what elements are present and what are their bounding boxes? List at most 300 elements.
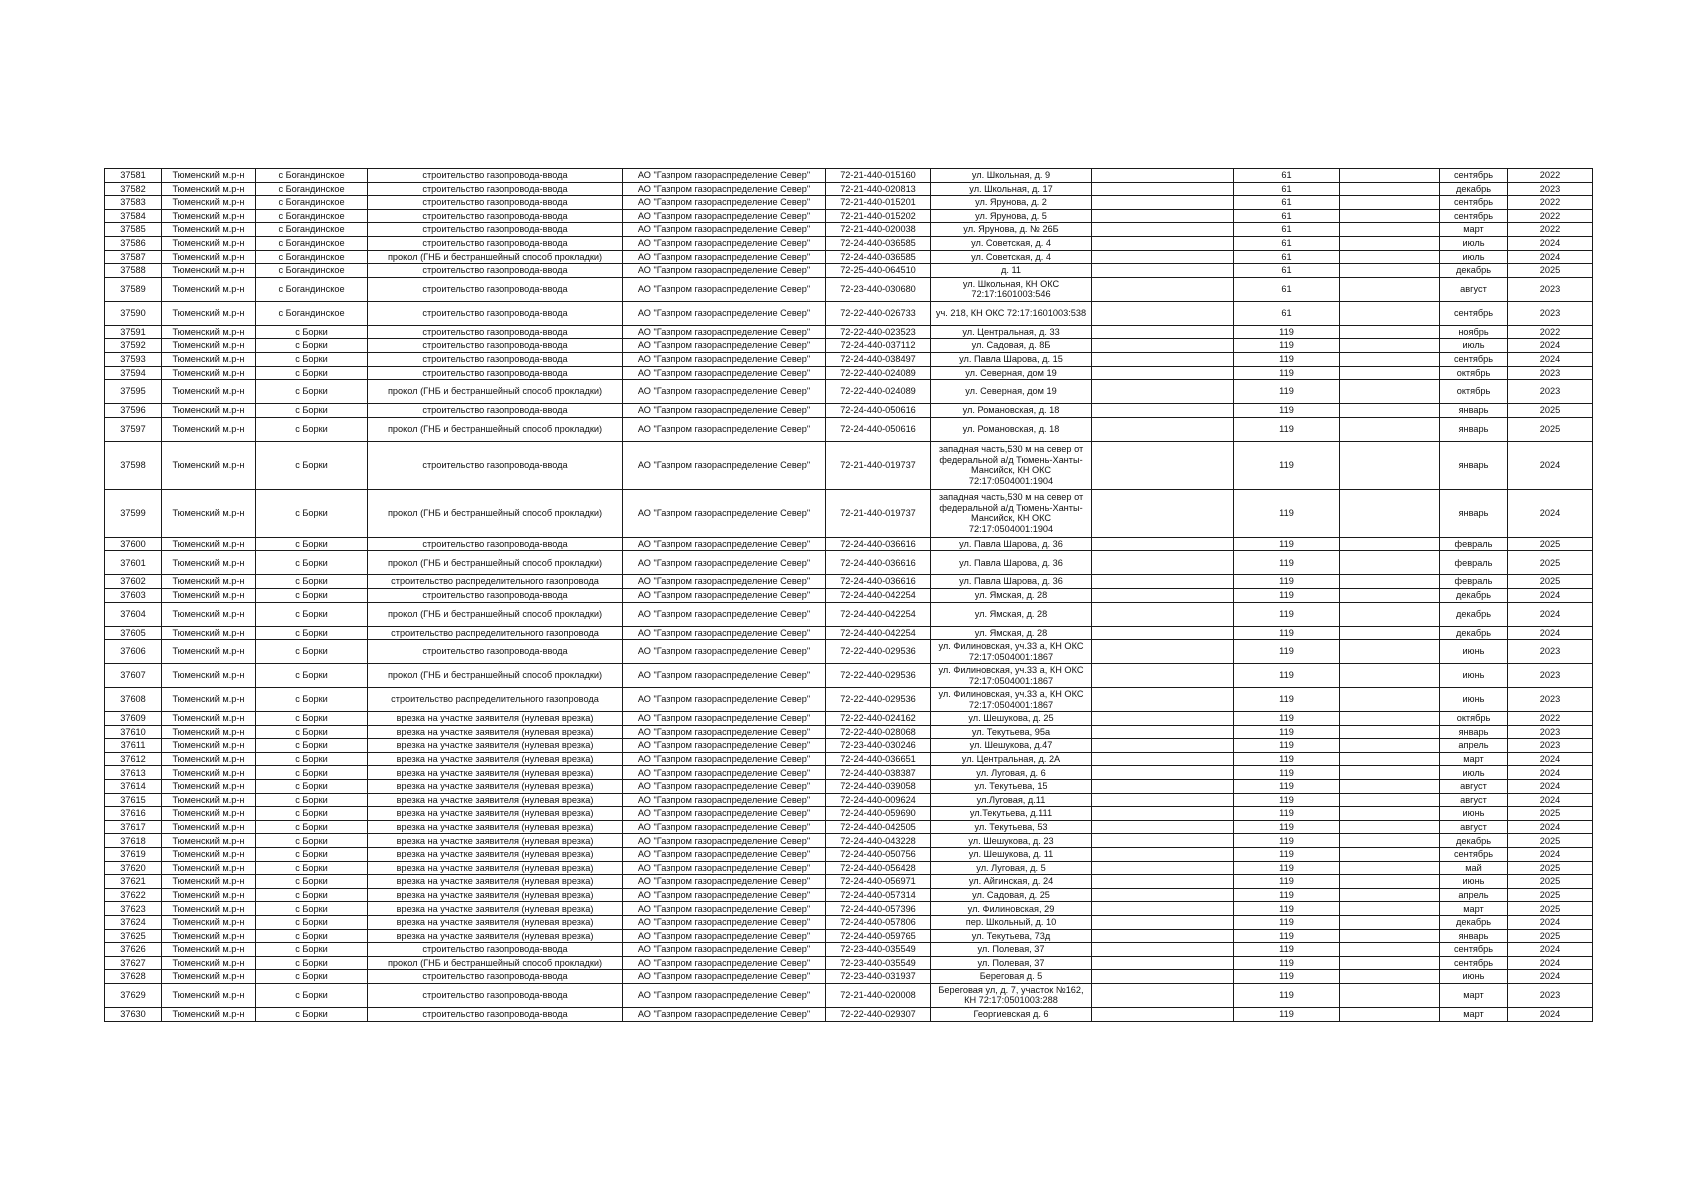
row-number-cell: 37604 [105,602,162,626]
empty-cell [1340,441,1440,489]
empty-cell [1092,807,1234,821]
settlement-cell: с Борки [256,551,368,575]
organization-cell: АО "Газпром газораспределение Север" [623,182,826,196]
settlement-cell: с Борки [256,752,368,766]
organization-cell: АО "Газпром газораспределение Север" [623,380,826,404]
empty-cell [1092,366,1234,380]
settlement-cell: с Борки [256,339,368,353]
district-cell: Тюменский м.р-н [162,752,256,766]
settlement-cell: с Борки [256,739,368,753]
table-row [105,848,1593,862]
work-type-cell: строительство газопровода-ввода [368,236,623,250]
year-cell: 2023 [1508,688,1593,712]
distance-cell: 119 [1234,575,1340,589]
district-cell: Тюменский м.р-н [162,537,256,551]
settlement-cell: с Борки [256,602,368,626]
address-cell: ул. Ярунова, д. 5 [931,209,1092,223]
district-cell: Тюменский м.р-н [162,264,256,278]
table-row [105,902,1593,916]
address-cell: ул. Садовая, д. 25 [931,888,1092,902]
year-cell: 2024 [1508,970,1593,984]
table-row [105,380,1593,404]
month-cell: июль [1440,236,1508,250]
contract-number-cell: 72-24-440-038387 [826,766,931,780]
data-table [104,168,1593,1022]
work-type-cell: строительство газопровода-ввода [368,223,623,237]
organization-cell: АО "Газпром газораспределение Север" [623,1007,826,1021]
row-number-cell: 37614 [105,780,162,794]
distance-cell: 119 [1234,404,1340,418]
district-cell: Тюменский м.р-н [162,301,256,325]
month-cell: январь [1440,441,1508,489]
organization-cell: АО "Газпром газораспределение Север" [623,916,826,930]
month-cell: сентябрь [1440,352,1508,366]
address-cell: ул. Луговая, д. 6 [931,766,1092,780]
empty-cell [1092,196,1234,210]
month-cell: апрель [1440,888,1508,902]
work-type-cell: врезка на участке заявителя (нулевая врезка) [368,752,623,766]
year-cell: 2023 [1508,983,1593,1007]
organization-cell: АО "Газпром газораспределение Север" [623,169,826,183]
organization-cell: АО "Газпром газораспределение Север" [623,766,826,780]
contract-number-cell: 72-24-440-056971 [826,875,931,889]
row-number-cell: 37582 [105,182,162,196]
row-number-cell: 37613 [105,766,162,780]
empty-cell [1092,875,1234,889]
year-cell: 2025 [1508,861,1593,875]
table-row [105,209,1593,223]
table-row [105,688,1593,712]
year-cell: 2025 [1508,902,1593,916]
month-cell: февраль [1440,551,1508,575]
table-row [105,712,1593,726]
row-number-cell: 37588 [105,264,162,278]
address-cell: ул. Центральная, д. 33 [931,325,1092,339]
table-row [105,766,1593,780]
work-type-cell: строительство газопровода-ввода [368,1007,623,1021]
row-number-cell: 37622 [105,888,162,902]
row-number-cell: 37615 [105,793,162,807]
district-cell: Тюменский м.р-н [162,236,256,250]
address-cell: ул. Советская, д. 4 [931,250,1092,264]
organization-cell: АО "Газпром газораспределение Север" [623,366,826,380]
organization-cell: АО "Газпром газораспределение Север" [623,793,826,807]
table-row [105,739,1593,753]
organization-cell: АО "Газпром газораспределение Север" [623,264,826,278]
empty-cell [1340,780,1440,794]
month-cell: май [1440,861,1508,875]
year-cell: 2022 [1508,209,1593,223]
year-cell: 2024 [1508,793,1593,807]
address-cell: ул. Ярунова, д. 2 [931,196,1092,210]
work-type-cell: строительство распределительного газопровода [368,688,623,712]
empty-cell [1092,626,1234,640]
table-row [105,169,1593,183]
table-row [105,588,1593,602]
address-cell: ул. Филиновская, уч.33 а, КН ОКС 72:17:0504001:1867 [931,664,1092,688]
work-type-cell: строительство газопровода-ввода [368,169,623,183]
month-cell: январь [1440,929,1508,943]
contract-number-cell: 72-24-440-036616 [826,551,931,575]
settlement-cell: с Борки [256,956,368,970]
table-row [105,575,1593,589]
row-number-cell: 37619 [105,848,162,862]
row-number-cell: 37611 [105,739,162,753]
row-number-cell: 37601 [105,551,162,575]
work-type-cell: строительство газопровода-ввода [368,983,623,1007]
settlement-cell: с Борки [256,404,368,418]
year-cell: 2025 [1508,575,1593,589]
organization-cell: АО "Газпром газораспределение Север" [623,983,826,1007]
work-type-cell: врезка на участке заявителя (нулевая врезка) [368,916,623,930]
address-cell: ул. Романовская, д. 18 [931,404,1092,418]
work-type-cell: строительство газопровода-ввода [368,943,623,957]
contract-number-cell: 72-24-440-037112 [826,339,931,353]
distance-cell: 119 [1234,875,1340,889]
year-cell: 2024 [1508,626,1593,640]
organization-cell: АО "Газпром газораспределение Север" [623,250,826,264]
distance-cell: 61 [1234,182,1340,196]
organization-cell: АО "Газпром газораспределение Север" [623,404,826,418]
address-cell: ул. Полевая, 37 [931,956,1092,970]
table-row [105,366,1593,380]
district-cell: Тюменский м.р-н [162,956,256,970]
month-cell: декабрь [1440,916,1508,930]
table-row [105,793,1593,807]
settlement-cell: с Борки [256,725,368,739]
empty-cell [1340,404,1440,418]
settlement-cell: с Борки [256,983,368,1007]
month-cell: декабрь [1440,182,1508,196]
work-type-cell: прокол (ГНБ и бестраншейный способ прокладки) [368,380,623,404]
row-number-cell: 37606 [105,640,162,664]
row-number-cell: 37609 [105,712,162,726]
address-cell: пер. Школьный, д. 10 [931,916,1092,930]
empty-cell [1340,380,1440,404]
contract-number-cell: 72-25-440-064510 [826,264,931,278]
district-cell: Тюменский м.р-н [162,223,256,237]
settlement-cell: с Борки [256,325,368,339]
empty-cell [1092,861,1234,875]
empty-cell [1340,196,1440,210]
settlement-cell: с Борки [256,902,368,916]
empty-cell [1092,325,1234,339]
empty-cell [1340,807,1440,821]
contract-number-cell: 72-21-440-015160 [826,169,931,183]
year-cell: 2023 [1508,664,1593,688]
empty-cell [1092,725,1234,739]
table-row [105,807,1593,821]
organization-cell: АО "Газпром газораспределение Север" [623,780,826,794]
distance-cell: 119 [1234,929,1340,943]
contract-number-cell: 72-24-440-059690 [826,807,931,821]
table-row [105,325,1593,339]
distance-cell: 119 [1234,739,1340,753]
district-cell: Тюменский м.р-н [162,277,256,301]
year-cell: 2024 [1508,1007,1593,1021]
table-row [105,196,1593,210]
year-cell: 2022 [1508,712,1593,726]
contract-number-cell: 72-21-440-020813 [826,182,931,196]
work-type-cell: врезка на участке заявителя (нулевая врезка) [368,902,623,916]
settlement-cell: с Борки [256,916,368,930]
district-cell: Тюменский м.р-н [162,366,256,380]
row-number-cell: 37581 [105,169,162,183]
contract-number-cell: 72-24-440-036585 [826,236,931,250]
empty-cell [1092,902,1234,916]
work-type-cell: строительство распределительного газопровода [368,575,623,589]
table-row [105,888,1593,902]
month-cell: февраль [1440,537,1508,551]
month-cell: июнь [1440,640,1508,664]
district-cell: Тюменский м.р-н [162,780,256,794]
table-row [105,339,1593,353]
empty-cell [1092,834,1234,848]
table-row [105,602,1593,626]
empty-cell [1340,489,1440,537]
address-cell: ул. Айгинская, д. 24 [931,875,1092,889]
empty-cell [1092,489,1234,537]
year-cell: 2024 [1508,848,1593,862]
address-cell: ул. Текутьева, 95а [931,725,1092,739]
month-cell: март [1440,983,1508,1007]
row-number-cell: 37590 [105,301,162,325]
empty-cell [1092,1007,1234,1021]
district-cell: Тюменский м.р-н [162,970,256,984]
empty-cell [1092,236,1234,250]
year-cell: 2022 [1508,223,1593,237]
organization-cell: АО "Газпром газораспределение Север" [623,209,826,223]
empty-cell [1092,301,1234,325]
address-cell: ул. Школьная, КН ОКС 72:17:1601003:546 [931,277,1092,301]
empty-cell [1340,640,1440,664]
organization-cell: АО "Газпром газораспределение Север" [623,236,826,250]
contract-number-cell: 72-23-440-035549 [826,956,931,970]
table-row [105,551,1593,575]
organization-cell: АО "Газпром газораспределение Север" [623,588,826,602]
address-cell: ул. Северная, дом 19 [931,366,1092,380]
district-cell: Тюменский м.р-н [162,575,256,589]
district-cell: Тюменский м.р-н [162,339,256,353]
empty-cell [1340,551,1440,575]
district-cell: Тюменский м.р-н [162,417,256,441]
table-row [105,970,1593,984]
distance-cell: 119 [1234,983,1340,1007]
distance-cell: 61 [1234,236,1340,250]
empty-cell [1340,793,1440,807]
work-type-cell: строительство газопровода-ввода [368,196,623,210]
organization-cell: АО "Газпром газораспределение Север" [623,888,826,902]
year-cell: 2024 [1508,489,1593,537]
year-cell: 2024 [1508,441,1593,489]
district-cell: Тюменский м.р-н [162,688,256,712]
work-type-cell: врезка на участке заявителя (нулевая врезка) [368,848,623,862]
month-cell: декабрь [1440,264,1508,278]
address-cell: ул. Школьная, д. 9 [931,169,1092,183]
district-cell: Тюменский м.р-н [162,820,256,834]
contract-number-cell: 72-24-440-036616 [826,575,931,589]
organization-cell: АО "Газпром газораспределение Север" [623,725,826,739]
district-cell: Тюменский м.р-н [162,441,256,489]
year-cell: 2024 [1508,236,1593,250]
row-number-cell: 37610 [105,725,162,739]
distance-cell: 61 [1234,223,1340,237]
organization-cell: АО "Газпром газораспределение Север" [623,902,826,916]
address-cell: ул. Луговая, д. 5 [931,861,1092,875]
empty-cell [1340,834,1440,848]
address-cell: ул.Текутьева, д.111 [931,807,1092,821]
settlement-cell: с Богандинское [256,196,368,210]
table-row [105,1007,1593,1021]
year-cell: 2023 [1508,182,1593,196]
empty-cell [1340,725,1440,739]
work-type-cell: врезка на участке заявителя (нулевая врезка) [368,875,623,889]
row-number-cell: 37627 [105,956,162,970]
work-type-cell: прокол (ГНБ и бестраншейный способ прокладки) [368,250,623,264]
address-cell: д. 11 [931,264,1092,278]
empty-cell [1340,983,1440,1007]
table-row [105,417,1593,441]
district-cell: Тюменский м.р-н [162,489,256,537]
settlement-cell: с Богандинское [256,182,368,196]
year-cell: 2025 [1508,404,1593,418]
month-cell: июль [1440,250,1508,264]
row-number-cell: 37624 [105,916,162,930]
empty-cell [1340,588,1440,602]
district-cell: Тюменский м.р-н [162,640,256,664]
empty-cell [1340,956,1440,970]
empty-cell [1092,169,1234,183]
year-cell: 2023 [1508,725,1593,739]
contract-number-cell: 72-24-440-042254 [826,626,931,640]
district-cell: Тюменский м.р-н [162,325,256,339]
organization-cell: АО "Газпром газораспределение Север" [623,575,826,589]
empty-cell [1092,223,1234,237]
contract-number-cell: 72-22-440-029536 [826,640,931,664]
work-type-cell: строительство газопровода-ввода [368,537,623,551]
contract-number-cell: 72-24-440-039058 [826,780,931,794]
contract-number-cell: 72-24-440-042254 [826,588,931,602]
address-cell: ул. Ямская, д. 28 [931,588,1092,602]
row-number-cell: 37623 [105,902,162,916]
empty-cell [1092,820,1234,834]
row-number-cell: 37598 [105,441,162,489]
district-cell: Тюменский м.р-н [162,404,256,418]
distance-cell: 119 [1234,834,1340,848]
organization-cell: АО "Газпром газораспределение Север" [623,417,826,441]
empty-cell [1340,339,1440,353]
organization-cell: АО "Газпром газораспределение Север" [623,807,826,821]
year-cell: 2025 [1508,807,1593,821]
work-type-cell: строительство газопровода-ввода [368,366,623,380]
address-cell: ул. Ямская, д. 28 [931,602,1092,626]
organization-cell: АО "Газпром газораспределение Север" [623,875,826,889]
row-number-cell: 37605 [105,626,162,640]
settlement-cell: с Борки [256,489,368,537]
distance-cell: 119 [1234,688,1340,712]
distance-cell: 61 [1234,301,1340,325]
row-number-cell: 37617 [105,820,162,834]
empty-cell [1092,712,1234,726]
district-cell: Тюменский м.р-н [162,888,256,902]
distance-cell: 119 [1234,780,1340,794]
contract-number-cell: 72-24-440-036616 [826,537,931,551]
empty-cell [1092,766,1234,780]
row-number-cell: 37592 [105,339,162,353]
organization-cell: АО "Газпром газораспределение Север" [623,325,826,339]
district-cell: Тюменский м.р-н [162,834,256,848]
contract-number-cell: 72-23-440-031937 [826,970,931,984]
row-number-cell: 37612 [105,752,162,766]
contract-number-cell: 72-22-440-024089 [826,380,931,404]
address-cell: Георгиевская д. 6 [931,1007,1092,1021]
distance-cell: 119 [1234,902,1340,916]
contract-number-cell: 72-24-440-059765 [826,929,931,943]
table-row [105,352,1593,366]
address-cell: ул. Северная, дом 19 [931,380,1092,404]
work-type-cell: строительство газопровода-ввода [368,264,623,278]
distance-cell: 119 [1234,339,1340,353]
empty-cell [1340,602,1440,626]
address-cell: ул. Текутьева, 53 [931,820,1092,834]
distance-cell: 119 [1234,664,1340,688]
address-cell: ул. Шешукова, д.47 [931,739,1092,753]
address-cell: ул. Романовская, д. 18 [931,417,1092,441]
distance-cell: 61 [1234,209,1340,223]
district-cell: Тюменский м.р-н [162,807,256,821]
table-row [105,404,1593,418]
month-cell: декабрь [1440,834,1508,848]
empty-cell [1340,712,1440,726]
work-type-cell: врезка на участке заявителя (нулевая врезка) [368,739,623,753]
empty-cell [1092,441,1234,489]
address-cell: Береговая д. 5 [931,970,1092,984]
distance-cell: 119 [1234,352,1340,366]
contract-number-cell: 72-24-440-057396 [826,902,931,916]
month-cell: сентябрь [1440,943,1508,957]
settlement-cell: с Борки [256,970,368,984]
work-type-cell: строительство газопровода-ввода [368,182,623,196]
work-type-cell: врезка на участке заявителя (нулевая врезка) [368,820,623,834]
month-cell: июнь [1440,807,1508,821]
distance-cell: 61 [1234,264,1340,278]
contract-number-cell: 72-22-440-024089 [826,366,931,380]
contract-number-cell: 72-22-440-023523 [826,325,931,339]
settlement-cell: с Богандинское [256,277,368,301]
empty-cell [1340,223,1440,237]
district-cell: Тюменский м.р-н [162,766,256,780]
address-cell: ул. Текутьева, 15 [931,780,1092,794]
year-cell: 2024 [1508,752,1593,766]
work-type-cell: прокол (ГНБ и бестраншейный способ прокладки) [368,664,623,688]
month-cell: январь [1440,404,1508,418]
organization-cell: АО "Газпром газораспределение Север" [623,848,826,862]
district-cell: Тюменский м.р-н [162,875,256,889]
empty-cell [1092,352,1234,366]
empty-cell [1092,277,1234,301]
table-row [105,441,1593,489]
year-cell: 2024 [1508,352,1593,366]
contract-number-cell: 72-22-440-029307 [826,1007,931,1021]
settlement-cell: с Борки [256,588,368,602]
work-type-cell: врезка на участке заявителя (нулевая врезка) [368,712,623,726]
address-cell: уч. 218, КН ОКС 72:17:1601003:538 [931,301,1092,325]
contract-number-cell: 72-21-440-015201 [826,196,931,210]
distance-cell: 119 [1234,1007,1340,1021]
table-row [105,752,1593,766]
contract-number-cell: 72-24-440-050616 [826,417,931,441]
table-row [105,725,1593,739]
